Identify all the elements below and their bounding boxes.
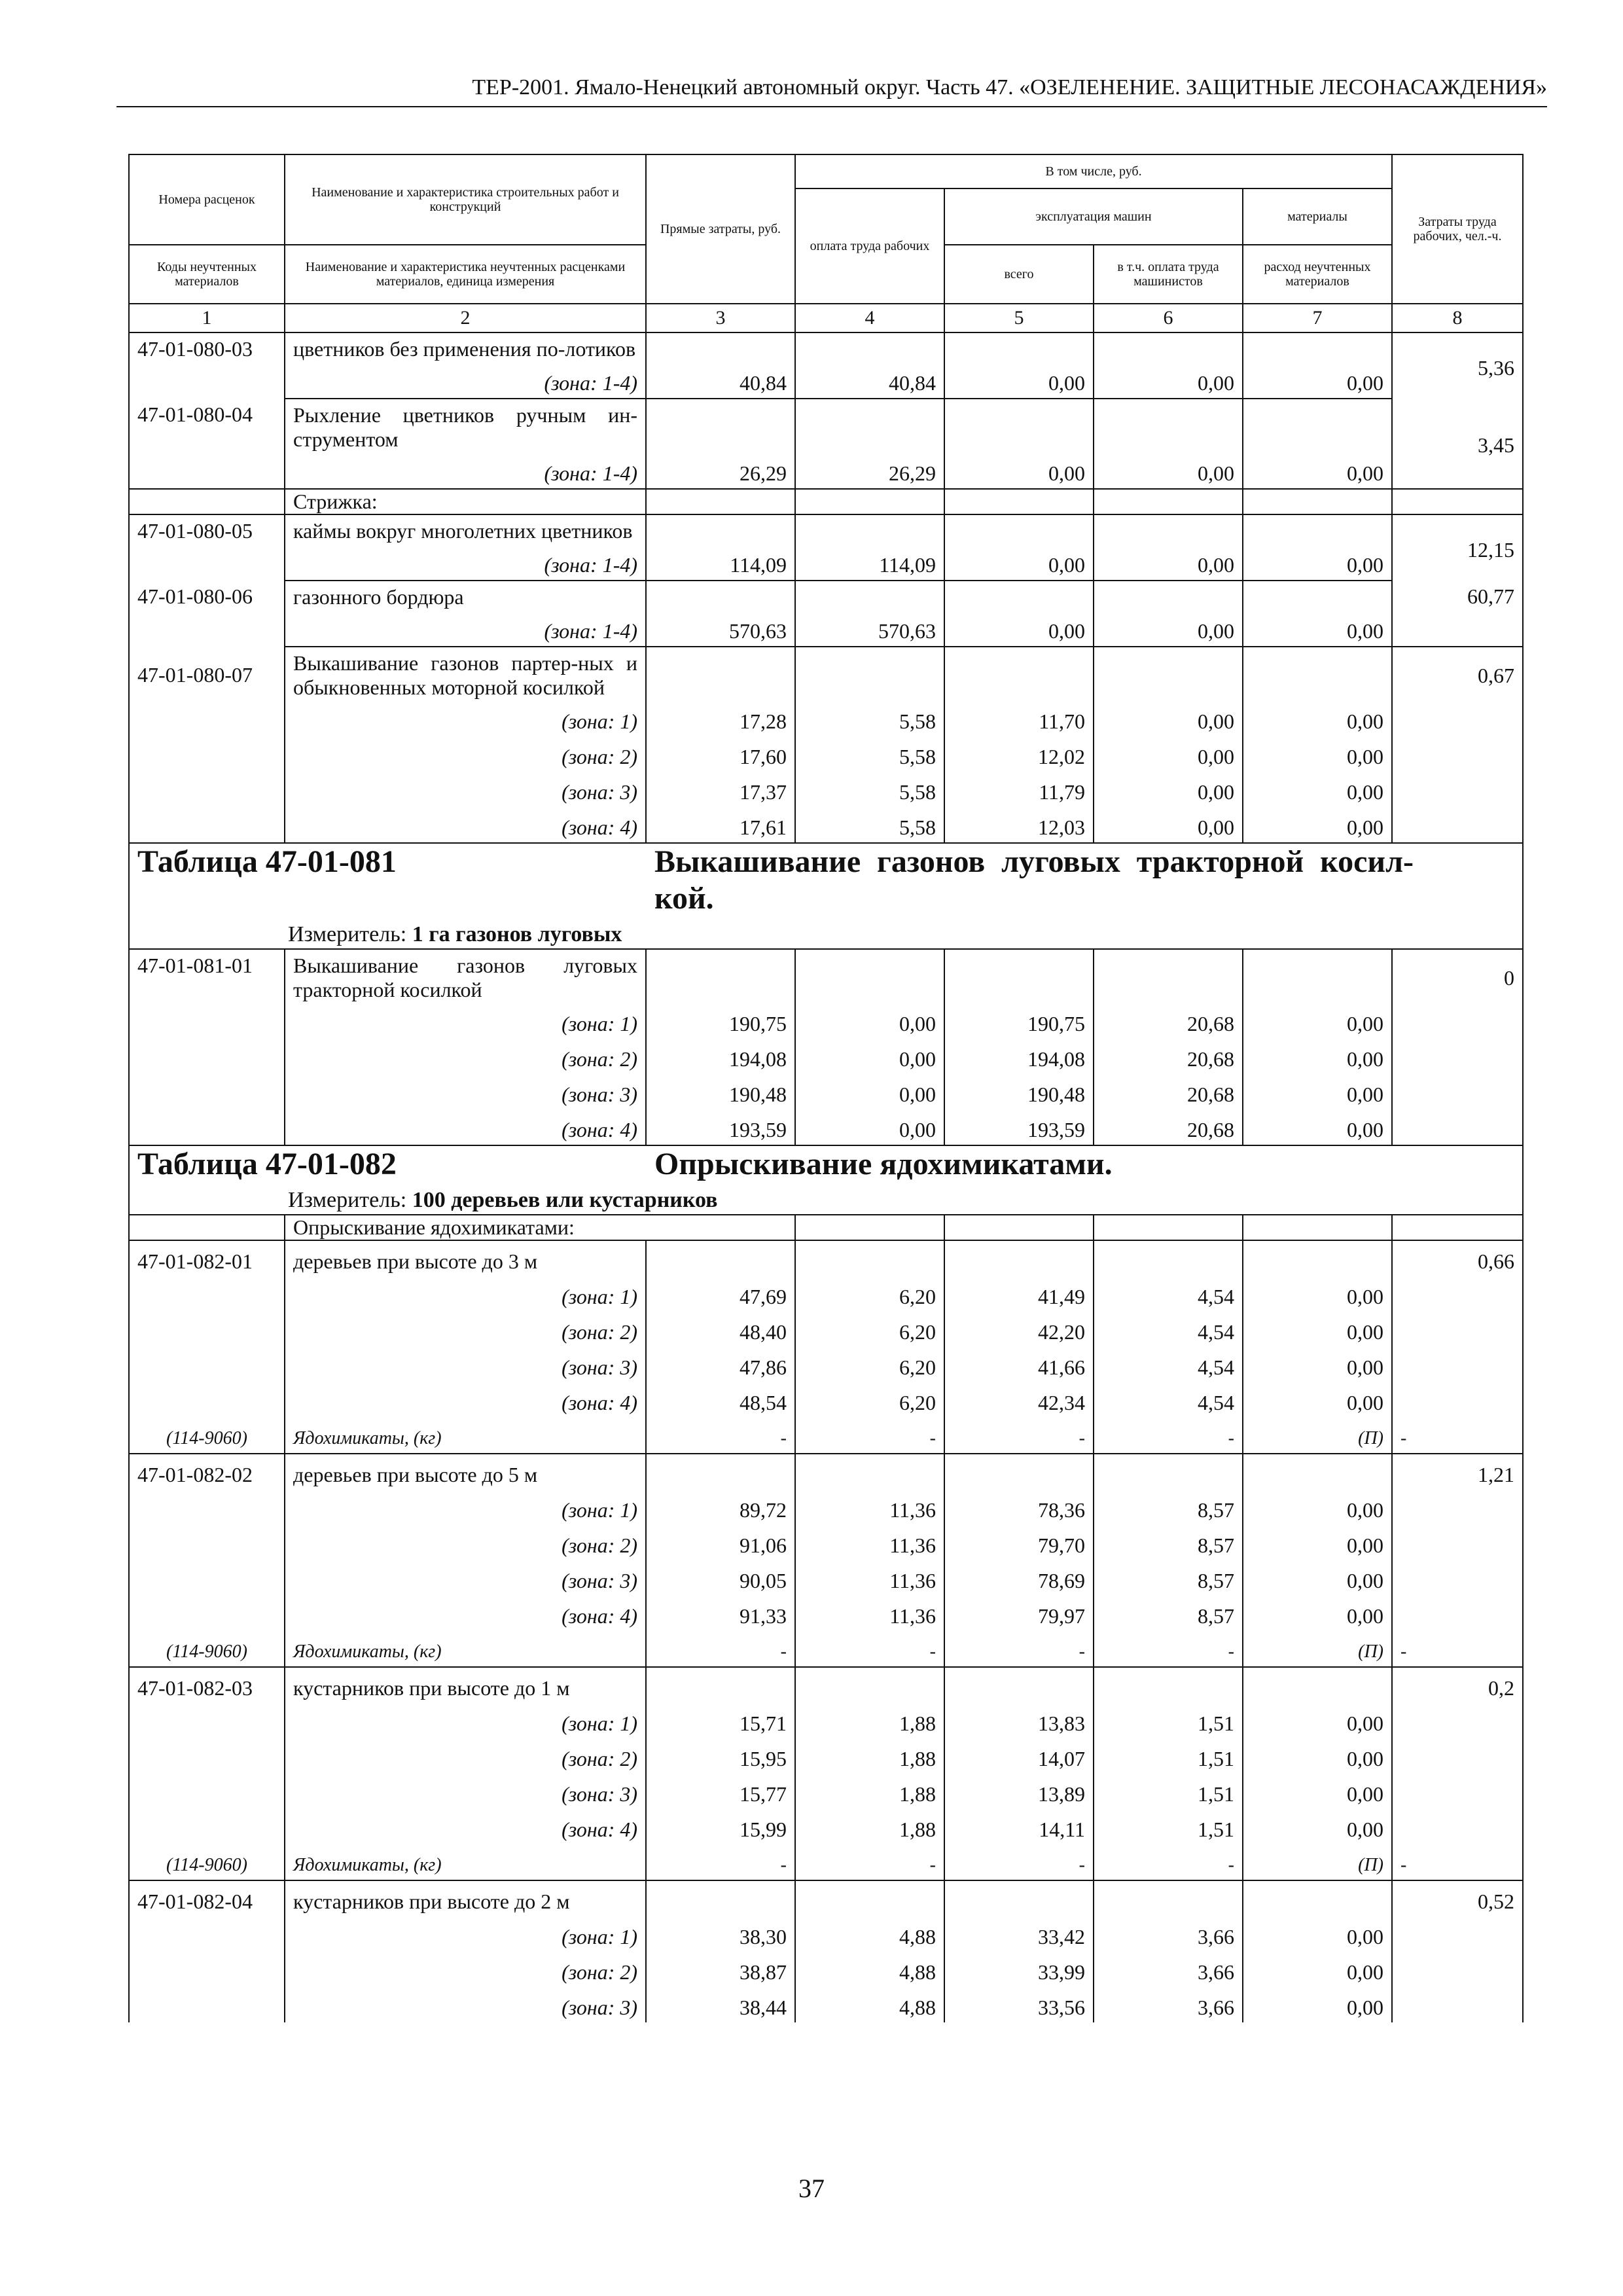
material-value: - — [1392, 1844, 1523, 1880]
zone-label: (зона: 3) — [285, 1347, 646, 1382]
work-name: цветников без применения по-лотиков — [285, 332, 646, 361]
section-heading: Опрыскивание ядохимикатами: — [285, 1215, 795, 1240]
rate-code: 47-01-080-03 — [129, 332, 285, 399]
worker-pay: 6,20 — [795, 1347, 944, 1382]
operator-pay: 1,51 — [1094, 1703, 1243, 1738]
col7-header: расход неучтенных материалов — [1243, 245, 1392, 304]
zone-label: (зона: 2) — [285, 1952, 646, 1987]
worker-pay: 6,20 — [795, 1382, 944, 1418]
machines-total: 41,49 — [944, 1276, 1094, 1312]
materials-cost: 0,00 — [1243, 1774, 1392, 1809]
operator-pay: 1,51 — [1094, 1774, 1243, 1809]
worker-pay: 1,88 — [795, 1774, 944, 1809]
material-value: - — [795, 1418, 944, 1454]
group-machines-header: эксплуатация машин — [944, 188, 1243, 245]
zone-label: (зона: 1) — [285, 700, 646, 736]
materials-cost: 0,00 — [1243, 700, 1392, 736]
machines-total: 42,20 — [944, 1312, 1094, 1347]
rate-code: 47-01-081-01 — [129, 949, 285, 1002]
labor-cost: 0,67 — [1392, 647, 1523, 700]
machines-total: 14,07 — [944, 1738, 1094, 1774]
direct-cost: 15,71 — [646, 1703, 795, 1738]
operator-pay: 0,00 — [1094, 452, 1243, 489]
materials-cost: 0,00 — [1243, 1703, 1392, 1738]
materials-cost: 0,00 — [1243, 1738, 1392, 1774]
machines-total: 0,00 — [944, 609, 1094, 647]
worker-pay: 0,00 — [795, 1109, 944, 1145]
col4-header: оплата труда рабочих — [795, 188, 944, 304]
machines-total: 0,00 — [944, 452, 1094, 489]
direct-cost: 90,05 — [646, 1560, 795, 1596]
zone-label: (зона: 1-4) — [285, 609, 646, 647]
material-name: Ядохимикаты, (кг) — [285, 1631, 646, 1667]
direct-cost: 190,75 — [646, 1002, 795, 1039]
direct-cost: 91,33 — [646, 1596, 795, 1631]
direct-cost: 48,54 — [646, 1382, 795, 1418]
direct-cost: 89,72 — [646, 1490, 795, 1525]
worker-pay: 5,58 — [795, 736, 944, 772]
material-value: - — [1094, 1418, 1243, 1454]
operator-pay: 1,51 — [1094, 1809, 1243, 1844]
group-including-header: В том числе, руб. — [795, 154, 1392, 188]
worker-pay: 11,36 — [795, 1490, 944, 1525]
zone-label: (зона: 1) — [285, 1703, 646, 1738]
operator-pay: 8,57 — [1094, 1525, 1243, 1560]
column-number: 7 — [1243, 304, 1392, 332]
machines-total: 13,89 — [944, 1774, 1094, 1809]
table-section-heading — [129, 843, 1523, 949]
machines-total: 190,75 — [944, 1002, 1094, 1039]
material-value: - — [944, 1844, 1094, 1880]
column-number: 6 — [1094, 304, 1243, 332]
direct-cost: 193,59 — [646, 1109, 795, 1145]
column-number: 2 — [285, 304, 646, 332]
machines-total: 11,70 — [944, 700, 1094, 736]
material-value: - — [944, 1631, 1094, 1667]
worker-pay: 11,36 — [795, 1560, 944, 1596]
machines-total: 14,11 — [944, 1809, 1094, 1844]
table-measure — [137, 921, 1505, 948]
work-name: деревьев при высоте до 5 м — [285, 1454, 646, 1490]
material-value: - — [646, 1418, 795, 1454]
table-id: Таблица 47-01-082 — [137, 1147, 397, 1181]
material-value: - — [795, 1844, 944, 1880]
worker-pay: 1,88 — [795, 1703, 944, 1738]
operator-pay: 0,00 — [1094, 807, 1243, 843]
operator-pay: 1,51 — [1094, 1738, 1243, 1774]
worker-pay: 40,84 — [795, 361, 944, 399]
zone-label: (зона: 4) — [285, 807, 646, 843]
table-section-heading — [129, 1145, 1523, 1215]
worker-pay: 114,09 — [795, 543, 944, 581]
price-table — [128, 154, 1524, 2022]
machines-total: 0,00 — [944, 543, 1094, 581]
materials-cost: 0,00 — [1243, 1809, 1392, 1844]
material-code: (114-9060) — [129, 1631, 285, 1667]
worker-pay: 5,58 — [795, 772, 944, 807]
rate-code: 47-01-080-05 — [129, 514, 285, 581]
materials-cost: 0,00 — [1243, 1987, 1392, 2022]
zone-label: (зона: 1-4) — [285, 543, 646, 581]
materials-cost: 0,00 — [1243, 1916, 1392, 1952]
worker-pay: 570,63 — [795, 609, 944, 647]
zone-label: (зона: 2) — [285, 1312, 646, 1347]
operator-pay: 0,00 — [1094, 736, 1243, 772]
materials-cost: 0,00 — [1243, 1596, 1392, 1631]
worker-pay: 6,20 — [795, 1276, 944, 1312]
worker-pay: 11,36 — [795, 1596, 944, 1631]
direct-cost: 15,95 — [646, 1738, 795, 1774]
material-value: - — [1392, 1631, 1523, 1667]
direct-cost: 48,40 — [646, 1312, 795, 1347]
zone-label: (зона: 3) — [285, 1774, 646, 1809]
rate-code: 47-01-082-04 — [129, 1880, 285, 1916]
labor-cost: 0,66 — [1392, 1240, 1523, 1276]
worker-pay: 4,88 — [795, 1952, 944, 1987]
material-code: (114-9060) — [129, 1844, 285, 1880]
operator-pay: 8,57 — [1094, 1560, 1243, 1596]
zone-label: (зона: 4) — [285, 1596, 646, 1631]
machines-total: 0,00 — [944, 361, 1094, 399]
material-name: Ядохимикаты, (кг) — [285, 1844, 646, 1880]
materials-cost: 0,00 — [1243, 361, 1392, 399]
measure-value: 1 га газонов луговых — [412, 922, 622, 946]
work-name: кустарников при высоте до 1 м — [285, 1667, 646, 1703]
column-number: 4 — [795, 304, 944, 332]
material-value: - — [944, 1418, 1094, 1454]
labor-cost: 5,36 — [1392, 332, 1523, 399]
column-number: 5 — [944, 304, 1094, 332]
rate-code: 47-01-082-01 — [129, 1240, 285, 1276]
direct-cost: 17,28 — [646, 700, 795, 736]
direct-cost: 47,69 — [646, 1276, 795, 1312]
measure-label: Измеритель: — [288, 1188, 407, 1212]
operator-pay: 4,54 — [1094, 1276, 1243, 1312]
materials-cost: 0,00 — [1243, 772, 1392, 807]
operator-pay: 0,00 — [1094, 772, 1243, 807]
materials-cost: 0,00 — [1243, 1039, 1392, 1074]
zone-label: (зона: 4) — [285, 1809, 646, 1844]
labor-cost: 1,21 — [1392, 1454, 1523, 1490]
materials-cost: 0,00 — [1243, 1312, 1392, 1347]
operator-pay: 20,68 — [1094, 1002, 1243, 1039]
materials-cost: 0,00 — [1243, 807, 1392, 843]
zone-label: (зона: 1) — [285, 1916, 646, 1952]
worker-pay: 1,88 — [795, 1809, 944, 1844]
zone-label: (зона: 3) — [285, 1560, 646, 1596]
operator-pay: 20,68 — [1094, 1074, 1243, 1109]
rate-code: 47-01-080-07 — [129, 647, 285, 700]
operator-pay: 20,68 — [1094, 1039, 1243, 1074]
zone-label: (зона: 1) — [285, 1276, 646, 1312]
direct-cost: 17,37 — [646, 772, 795, 807]
machines-total: 194,08 — [944, 1039, 1094, 1074]
work-name: деревьев при высоте до 3 м — [285, 1240, 646, 1276]
worker-pay: 6,20 — [795, 1312, 944, 1347]
col3-header: Прямые затраты, руб. — [646, 154, 795, 304]
direct-cost: 38,44 — [646, 1987, 795, 2022]
worker-pay: 5,58 — [795, 807, 944, 843]
column-number: 8 — [1392, 304, 1523, 332]
material-value: - — [1094, 1844, 1243, 1880]
worker-pay: 1,88 — [795, 1738, 944, 1774]
machines-total: 78,69 — [944, 1560, 1094, 1596]
machines-total: 33,42 — [944, 1916, 1094, 1952]
col1-header: Номера расценок — [129, 154, 285, 245]
operator-pay: 4,54 — [1094, 1347, 1243, 1382]
direct-cost: 15,99 — [646, 1809, 795, 1844]
materials-cost: 0,00 — [1243, 1347, 1392, 1382]
table-title: Опрыскивание ядохимикатами. — [654, 1147, 1113, 1181]
col1-subheader: Коды неучтенных материалов — [129, 245, 285, 304]
machines-total: 12,02 — [944, 736, 1094, 772]
machines-total: 79,97 — [944, 1596, 1094, 1631]
materials-cost: 0,00 — [1243, 452, 1392, 489]
zone-label: (зона: 2) — [285, 1525, 646, 1560]
worker-pay: 11,36 — [795, 1525, 944, 1560]
column-number: 1 — [129, 304, 285, 332]
worker-pay: 0,00 — [795, 1002, 944, 1039]
machines-total: 11,79 — [944, 772, 1094, 807]
col6-header: в т.ч. оплата труда машинистов — [1094, 245, 1243, 304]
zone-label: (зона: 1-4) — [285, 452, 646, 489]
material-value: - — [646, 1844, 795, 1880]
materials-cost: 0,00 — [1243, 1109, 1392, 1145]
labor-cost: 0 — [1392, 949, 1523, 1002]
zone-label: (зона: 1) — [285, 1490, 646, 1525]
worker-pay: 4,88 — [795, 1987, 944, 2022]
material-value: - — [1392, 1418, 1523, 1454]
work-name: Рыхление цветников ручным ин-струментом — [285, 399, 646, 452]
column-number: 3 — [646, 304, 795, 332]
table-measure — [137, 1187, 1505, 1214]
zone-label: (зона: 2) — [285, 736, 646, 772]
direct-cost: 114,09 — [646, 543, 795, 581]
zone-label: (зона: 2) — [285, 1738, 646, 1774]
materials-cost: 0,00 — [1243, 1276, 1392, 1312]
direct-cost: 91,06 — [646, 1525, 795, 1560]
materials-cost: 0,00 — [1243, 1490, 1392, 1525]
col5-header: всего — [944, 245, 1094, 304]
col8-header: Затраты труда рабочих, чел.-ч. — [1392, 154, 1523, 304]
operator-pay: 3,66 — [1094, 1916, 1243, 1952]
machines-total: 78,36 — [944, 1490, 1094, 1525]
measure-label: Измеритель: — [288, 922, 407, 946]
operator-pay: 3,66 — [1094, 1952, 1243, 1987]
zone-label: (зона: 3) — [285, 1987, 646, 2022]
zone-label: (зона: 4) — [285, 1109, 646, 1145]
work-name: Выкашивание газонов партер-ных и обыкновенных моторной косилкой — [285, 647, 646, 700]
table-id: Таблица 47-01-081 — [137, 844, 397, 879]
labor-cost: 0,52 — [1392, 1880, 1523, 1916]
operator-pay: 3,66 — [1094, 1987, 1243, 2022]
material-value: - — [1094, 1631, 1243, 1667]
material-code: (114-9060) — [129, 1418, 285, 1454]
materials-cost: 0,00 — [1243, 543, 1392, 581]
machines-total: 79,70 — [944, 1525, 1094, 1560]
group-materials-header: материалы — [1243, 188, 1392, 245]
direct-cost: 194,08 — [646, 1039, 795, 1074]
zone-label: (зона: 1) — [285, 1002, 646, 1039]
zone-label: (зона: 3) — [285, 1074, 646, 1109]
material-value: (П) — [1243, 1418, 1392, 1454]
machines-total: 33,56 — [944, 1987, 1094, 2022]
operator-pay: 0,00 — [1094, 361, 1243, 399]
page-number: 37 — [798, 2174, 825, 2203]
table-header — [129, 154, 1523, 332]
worker-pay: 0,00 — [795, 1039, 944, 1074]
materials-cost: 0,00 — [1243, 609, 1392, 647]
direct-cost: 17,61 — [646, 807, 795, 843]
labor-cost: 3,45 — [1392, 399, 1523, 489]
work-name: каймы вокруг многолетних цветников — [285, 514, 646, 543]
machines-total: 42,34 — [944, 1382, 1094, 1418]
table-title: Выкашивание газонов луговых тракторной косил-кой. — [654, 844, 1414, 916]
zone-label: (зона: 4) — [285, 1382, 646, 1418]
section-heading: Стрижка: — [285, 489, 646, 514]
materials-cost: 0,00 — [1243, 1074, 1392, 1109]
machines-total: 33,99 — [944, 1952, 1094, 1987]
rate-code: 47-01-080-06 — [129, 581, 285, 647]
materials-cost: 0,00 — [1243, 1952, 1392, 1987]
material-value: - — [646, 1631, 795, 1667]
machines-total: 12,03 — [944, 807, 1094, 843]
measure-value: 100 деревьев или кустарников — [412, 1188, 718, 1212]
material-value: - — [795, 1631, 944, 1667]
direct-cost: 47,86 — [646, 1347, 795, 1382]
direct-cost: 40,84 — [646, 361, 795, 399]
work-name: кустарников при высоте до 2 м — [285, 1880, 646, 1916]
work-name: газонного бордюра — [285, 581, 646, 609]
operator-pay: 0,00 — [1094, 700, 1243, 736]
operator-pay: 0,00 — [1094, 609, 1243, 647]
materials-cost: 0,00 — [1243, 736, 1392, 772]
col2-header: Наименование и характеристика строительных работ и конструкций — [285, 154, 646, 245]
labor-cost: 0,2 — [1392, 1667, 1523, 1703]
direct-cost: 26,29 — [646, 452, 795, 489]
direct-cost: 17,60 — [646, 736, 795, 772]
materials-cost: 0,00 — [1243, 1560, 1392, 1596]
machines-total: 13,83 — [944, 1703, 1094, 1738]
work-name: Выкашивание газонов луговых тракторной косилкой — [285, 949, 646, 1002]
rate-code: 47-01-082-02 — [129, 1454, 285, 1490]
zone-label: (зона: 1-4) — [285, 361, 646, 399]
rate-code: 47-01-080-04 — [129, 399, 285, 489]
zone-label: (зона: 3) — [285, 772, 646, 807]
direct-cost: 190,48 — [646, 1074, 795, 1109]
running-header: ТЕР-2001. Ямало-Ненецкий автономный округ. Часть 47. «ОЗЕЛЕНЕНИЕ. ЗАЩИТНЫЕ ЛЕСОНАСАЖДЕНИЯ» — [116, 73, 1547, 107]
worker-pay: 4,88 — [795, 1916, 944, 1952]
rate-code: 47-01-082-03 — [129, 1667, 285, 1703]
operator-pay: 8,57 — [1094, 1490, 1243, 1525]
direct-cost: 15,77 — [646, 1774, 795, 1809]
zone-label: (зона: 2) — [285, 1039, 646, 1074]
direct-cost: 570,63 — [646, 609, 795, 647]
col2-subheader: Наименование и характеристика неучтенных расценками материалов, единица измерения — [285, 245, 646, 304]
operator-pay: 4,54 — [1094, 1382, 1243, 1418]
machines-total: 190,48 — [944, 1074, 1094, 1109]
operator-pay: 4,54 — [1094, 1312, 1243, 1347]
materials-cost: 0,00 — [1243, 1002, 1392, 1039]
material-value: (П) — [1243, 1631, 1392, 1667]
materials-cost: 0,00 — [1243, 1382, 1392, 1418]
machines-total: 41,66 — [944, 1347, 1094, 1382]
worker-pay: 26,29 — [795, 452, 944, 489]
worker-pay: 0,00 — [795, 1074, 944, 1109]
material-value: (П) — [1243, 1844, 1392, 1880]
labor-cost: 12,15 — [1392, 514, 1523, 581]
table-body — [129, 332, 1523, 2022]
direct-cost: 38,30 — [646, 1916, 795, 1952]
direct-cost: 38,87 — [646, 1952, 795, 1987]
machines-total: 193,59 — [944, 1109, 1094, 1145]
worker-pay: 5,58 — [795, 700, 944, 736]
operator-pay: 8,57 — [1094, 1596, 1243, 1631]
operator-pay: 20,68 — [1094, 1109, 1243, 1145]
materials-cost: 0,00 — [1243, 1525, 1392, 1560]
labor-cost: 60,77 — [1392, 581, 1523, 609]
operator-pay: 0,00 — [1094, 543, 1243, 581]
material-name: Ядохимикаты, (кг) — [285, 1418, 646, 1454]
